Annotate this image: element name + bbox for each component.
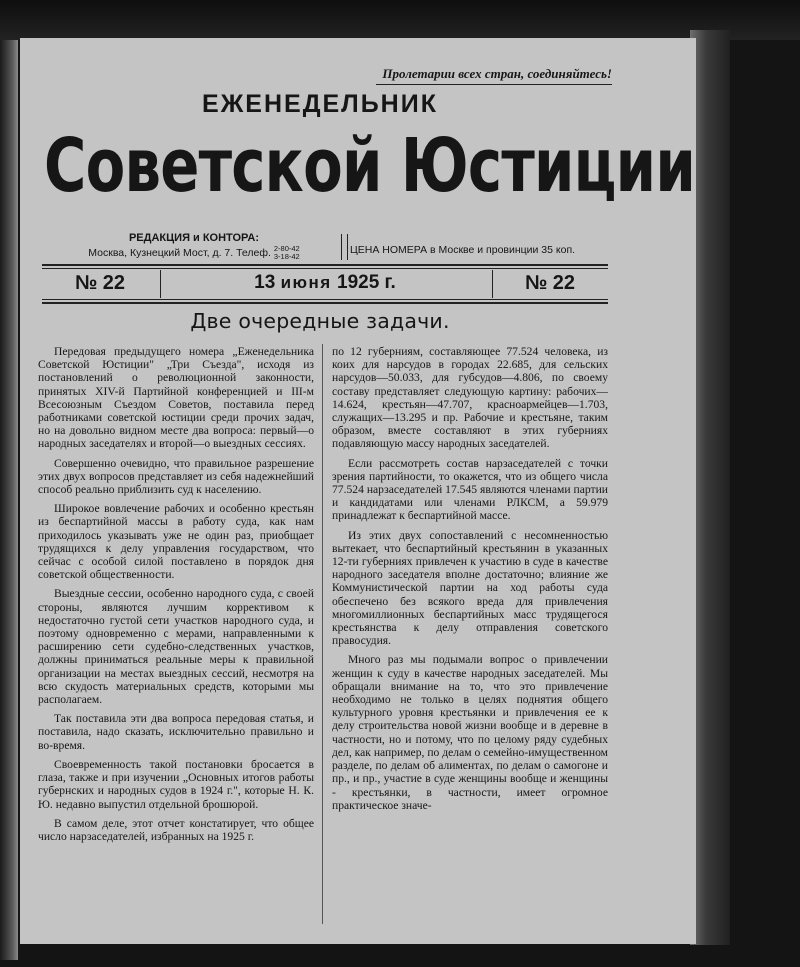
issue-price: ЦЕНА НОМЕРА в Москве и провинции 35 коп. <box>350 244 576 256</box>
issue-date-month: июня <box>280 273 332 292</box>
masthead-title: Советской Юстиции <box>44 123 696 209</box>
column-divider <box>322 344 323 924</box>
paragraph: Своевременность такой постановки бросается в глаза, также и при изучении „Основных итогов работы губернских и народных судов в 1924 г.", которые Н. К. Ю. недавно выпустил отдельной брошюрой. <box>38 757 314 811</box>
issue-date-year: 1925 г. <box>337 272 396 293</box>
editorial-address-line <box>54 245 334 261</box>
paragraph: Из этих двух сопоставлений с несомненностью вытекает, что беспартийный крестьянин в указанных 12-ти губерниях привлечен к участию в суде в качестве народного заседателя вполне достаточно; влияние же Коммунистической партии на ход работы суда обеспечено без всякого вреда для привлечения многомиллионных беспартийных масс трудящегося крестьянства к делу отправления советского правосудия. <box>332 528 608 648</box>
issue-number-left: № 22 <box>74 272 126 294</box>
paragraph: по 12 губерниям, составляющее 77.524 человека, из коих для нарсудов в городах 22.685, для сельских нарсудов—50.033, для губсудов—4.806, по своему составу представляет следующую картину: рабочих—14.624, крестьян—47.707, красноармейцев—1.703, служащих—13.295 и пр. Рабочие и крестьяне, таким образом, вместе составляют в этих губерниях подавляющую массу народных заседателей. <box>332 345 608 451</box>
paragraph: Выездные сессии, особенно народного суда, с своей стороны, являются лучшим коррективом к недостаточно густой сети участков народного суда, и поэтому одновременно с мерами, направленными к расширению сети судебно-следственных участков, должны приниматься реальные меры к правильной организации на местах выездных сессий, несмотря на всю скудость материальных средств, которыми мы располагаем. <box>38 587 314 707</box>
paragraph: Совершенно очевидно, что правильное разрешение этих двух вопросов представляет из себя надежнейший способ реально приблизить суд к населению. <box>38 456 314 497</box>
paragraph: Много раз мы подымали вопрос о привлечении женщин к суду в качестве народных заседателей. Мы обращали внимание на то, что это привлечение необходимо не только в целях поднятия общего культурного уровня крестьянки и привлечения ее к делу строительства новой жизни вообще и в деревне в частности, но и потому, что по целому ряду судебных дел, как например, по делам о семейно-имущественном разделе, по делам об алиментах, по делам о самогоне и пр., и пр., участие в суде женщины вообще и женщины - крестьянки, в частности, имеет огромное практическое значе- <box>332 653 608 812</box>
phone-2: 3-18-42 <box>273 252 300 261</box>
paragraph: В самом деле, этот отчет констатирует, что общее число нарзаседателей, избранных на 1925 г. <box>38 816 314 843</box>
scan-background-top <box>0 0 800 40</box>
issue-date-day: 13 <box>254 272 276 293</box>
article-column-2 <box>332 345 608 818</box>
motto: Пролетарии всех стран, соединяйтесь! <box>376 66 612 85</box>
header-divider <box>341 234 348 260</box>
binding-edge <box>690 30 730 945</box>
article-title: Две очередные задачи. <box>190 309 450 333</box>
editorial-address: Москва, Кузнецкий Мост, д. 7. Телеф. <box>88 246 271 259</box>
paragraph: Если рассмотреть состав нарзаседателей с точки зрения партийности, то окажется, что из общего числа 77.524 нарзаседателей 17.545 являются членами партии и кандидатами или членами РЛКСМ, а 59.979 принадлежат к беспартийной массе. <box>332 456 608 523</box>
paragraph: Широкое вовлечение рабочих и особенно крестьян из беспартийной массы в работу суда, как нам приходилось указывать уже не один раз, приобщает трудящихся к делу управления государством, что сейчас с особой силой поставлено в порядок дня советской общественности. <box>38 502 314 582</box>
masthead-supertitle: ЕЖЕНЕДЕЛЬНИК <box>202 90 438 118</box>
editorial-title: РЕДАКЦИЯ и КОНТОРА: <box>128 232 260 244</box>
issue-number-right: № 22 <box>524 272 576 294</box>
phone-numbers <box>274 245 300 261</box>
issue-bar <box>42 264 608 304</box>
editorial-info <box>54 232 334 261</box>
issue-bar-divider <box>160 270 161 298</box>
phone-1: 2-80-42 <box>273 244 300 253</box>
article-column-1 <box>38 345 314 849</box>
issue-date <box>162 272 488 294</box>
newspaper-page <box>20 38 696 944</box>
paragraph: Так поставила эти два вопроса передовая статья, и поставила, надо сказать, исключительно правильно и во-время. <box>38 712 314 752</box>
previous-page-edge <box>0 40 18 960</box>
paragraph: Передовая предыдущего номера „Еженедельника Советской Юстиции" „Три Съезда", исходя из постановлений о революционной законности, принятых XIV-й Партийной конференцией и III-м Всесоюзным Съездом Советов, поставила перед работниками советской юстиции среди прочих задач, но на довольно видном месте два вопроса: первый—о народных заседателях и второй—о выездных сессиях. <box>38 345 314 451</box>
